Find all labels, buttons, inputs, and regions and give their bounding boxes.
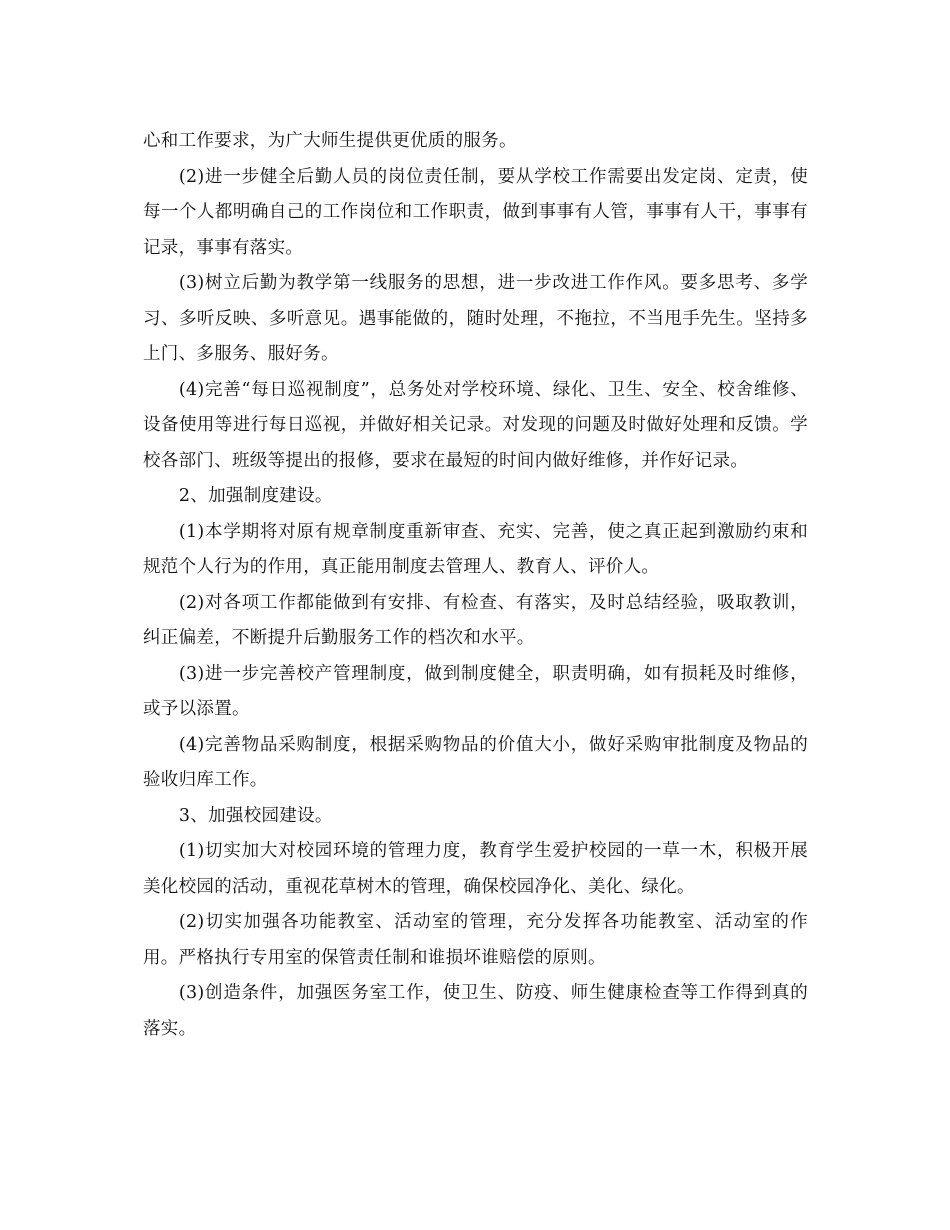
paragraph: (2)进一步健全后勤人员的岗位责任制，要从学校工作需要出发定岗、定责，使每一个人都明确自己的工作岗位和工作职责，做到事事有人管，事事有人干，事事有记录，事事有落实。 xyxy=(143,166,808,258)
paragraph: (2)切实加强各功能教室、活动室的管理，充分发挥各功能教室、活动室的作用。严格执行专用室的保管责任制和谁损坏谁赔偿的原则。 xyxy=(143,912,808,968)
paragraph: (1)切实加大对校园环境的管理力度，教育学生爱护校园的一草一木，积极开展美化校园的活动，重视花草树木的管理，确保校园净化、美化、绿化。 xyxy=(143,841,808,897)
document-body xyxy=(143,124,808,1047)
section-heading: 2、加强制度建设。 xyxy=(178,486,333,506)
paragraph-continuation: 心和工作要求，为广大师生提供更优质的服务。 xyxy=(143,131,517,151)
paragraph: (2)对各项工作都能做到有安排、有检查、有落实，及时总结经验，吸取教训，纠正偏差，不断提升后勤服务工作的档次和水平。 xyxy=(143,592,808,648)
paragraph: (3)树立后勤为教学第一线服务的思想，进一步改进工作作风。要多思考、多学习、多听反映、多听意见。遇事能做的，随时处理，不拖拉，不当甩手先生。坚持多上门、多服务、服好务。 xyxy=(143,273,808,364)
paragraph: (3)创造条件，加强医务室工作，使卫生、防疫、师生健康检查等工作得到真的落实。 xyxy=(143,983,808,1039)
paragraph: (4)完善物品采购制度，根据采购物品的价值大小，做好采购审批制度及物品的验收归库工作。 xyxy=(143,734,808,790)
paragraph: (4)完善“每日巡视制度”，总务处对学校环境、绿化、卫生、安全、校舍维修、设备使用等进行每日巡视，并做好相关记录。对发现的问题及时做好处理和反馈。学校各部门、班级等提出的报修，要求在最短的时间内做好维修，并作好记录。 xyxy=(143,379,808,471)
section-heading: 3、加强校园建设。 xyxy=(178,805,333,826)
paragraph: (3)进一步完善校产管理制度，做到制度健全，职责明确，如有损耗及时维修，或予以添置。 xyxy=(143,663,808,719)
paragraph: (1)本学期将对原有规章制度重新审查、充实、完善，使之真正起到激励约束和规范个人行为的作用，真正能用制度去管理人、教育人、评价人。 xyxy=(143,521,808,577)
